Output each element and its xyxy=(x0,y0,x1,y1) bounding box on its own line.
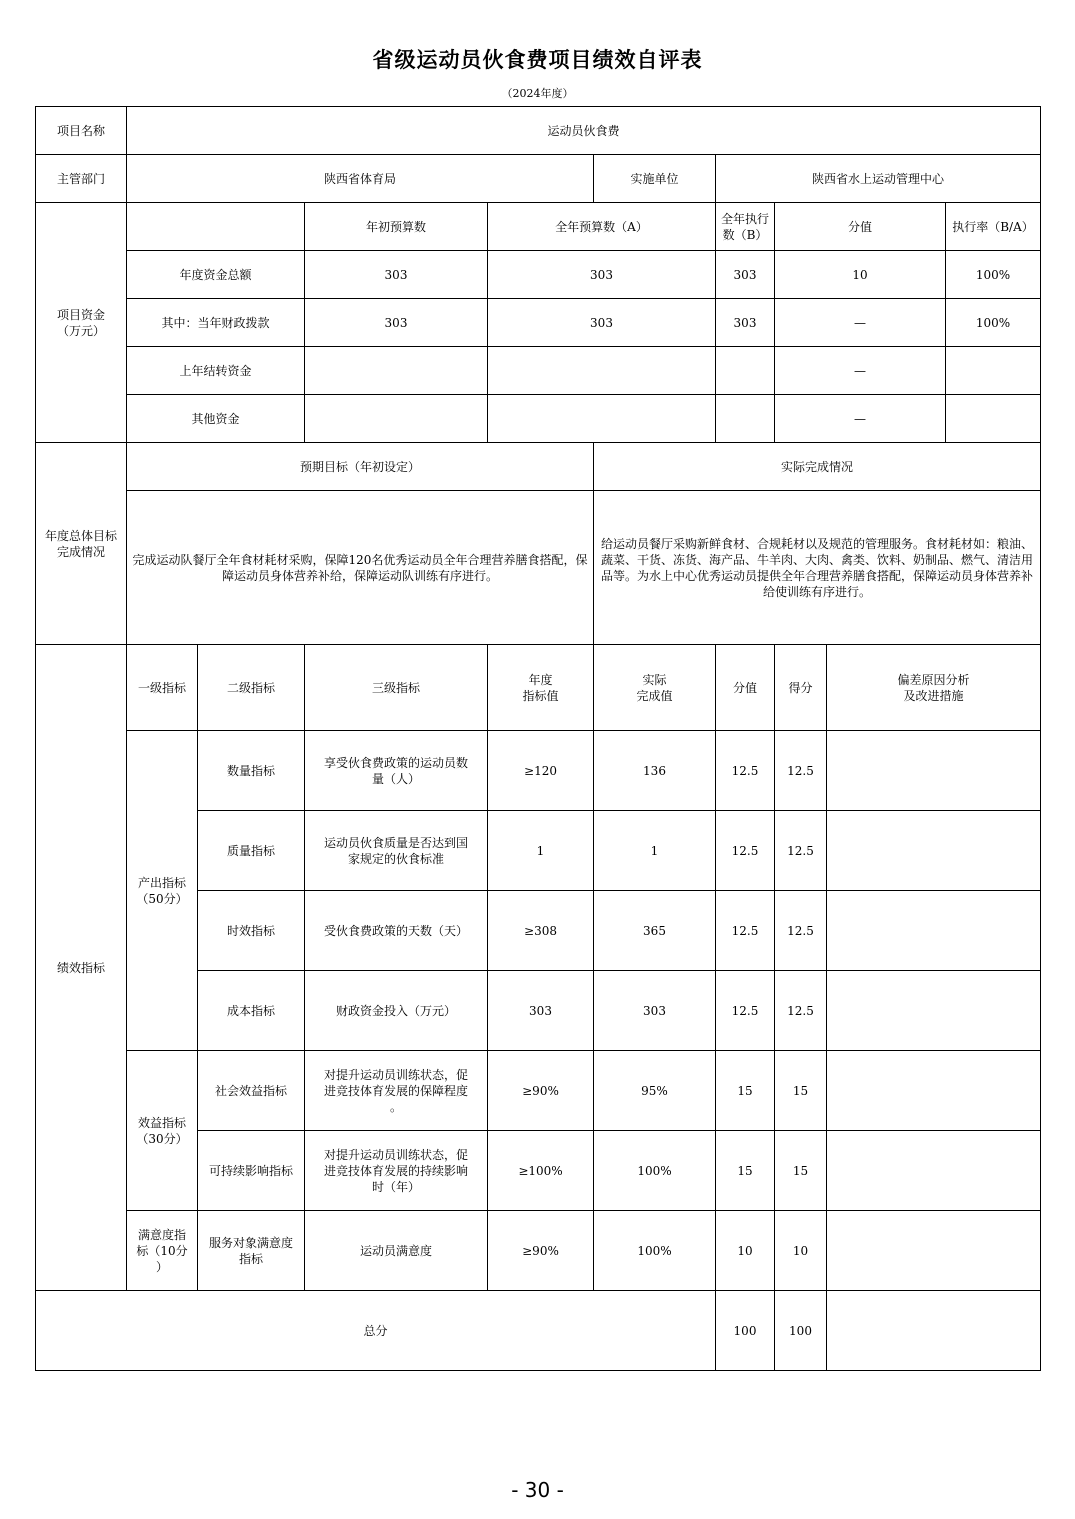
perf-header-reason: 偏差原因分析 及改进措施 xyxy=(827,645,1041,731)
perf-target: ≥120 xyxy=(488,731,594,811)
funds-cell: — xyxy=(775,347,946,395)
perf-level3: 享受伙食费政策的运动员数 量（人） xyxy=(305,731,488,811)
funds-cell: 303 xyxy=(488,299,716,347)
perf-level3: 财政资金投入（万元） xyxy=(305,971,488,1051)
evaluation-table xyxy=(35,106,1041,1371)
funds-header-row xyxy=(36,203,1041,251)
funds-cell: — xyxy=(775,395,946,443)
funds-cell xyxy=(305,347,488,395)
perf-score: 15 xyxy=(775,1131,827,1211)
perf-level2: 社会效益指标 xyxy=(198,1051,305,1131)
perf-target: 1 xyxy=(488,811,594,891)
perf-actual: 303 xyxy=(594,971,716,1051)
funds-row xyxy=(36,347,1041,395)
perf-actual: 95% xyxy=(594,1051,716,1131)
perf-row xyxy=(36,731,1041,811)
year-label: （2024年度） xyxy=(501,87,574,100)
perf-actual: 100% xyxy=(594,1211,716,1291)
funds-cell: 303 xyxy=(488,251,716,299)
page-title: 省级运动员伙食费项目绩效自评表 xyxy=(372,48,703,72)
perf-target: ≥90% xyxy=(488,1211,594,1291)
perf-level3: 受伙食费政策的天数（天） xyxy=(305,891,488,971)
perf-score-value: 12.5 xyxy=(716,731,775,811)
funds-cell: 10 xyxy=(775,251,946,299)
funds-row-name: 其中：当年财政拨款 xyxy=(127,299,305,347)
perf-score-value: 12.5 xyxy=(716,971,775,1051)
perf-header-target: 年度 指标值 xyxy=(488,645,594,731)
funds-row xyxy=(36,299,1041,347)
perf-actual: 100% xyxy=(594,1131,716,1211)
perf-level2: 可持续影响指标 xyxy=(198,1131,305,1211)
perf-group-benefit: 效益指标 （30分） xyxy=(127,1051,198,1211)
perf-reason xyxy=(827,1051,1041,1131)
perf-reason xyxy=(827,811,1041,891)
project-name-label: 项目名称 xyxy=(36,107,127,155)
funds-label: 项目资金 （万元） xyxy=(36,203,127,443)
department-label: 主管部门 xyxy=(36,155,127,203)
perf-score: 15 xyxy=(775,1051,827,1131)
funds-row xyxy=(36,251,1041,299)
funds-row-name: 年度资金总额 xyxy=(127,251,305,299)
funds-header-rate: 执行率（B/A） xyxy=(946,203,1041,251)
perf-reason xyxy=(827,731,1041,811)
perf-reason xyxy=(827,1211,1041,1291)
department-value: 陕西省体育局 xyxy=(127,155,594,203)
perf-group-output: 产出指标 （50分） xyxy=(127,731,198,1051)
perf-score: 12.5 xyxy=(775,891,827,971)
funds-cell: 303 xyxy=(716,299,775,347)
perf-header-score: 得分 xyxy=(775,645,827,731)
total-score: 100 xyxy=(775,1291,827,1371)
perf-row xyxy=(36,1211,1041,1291)
implementer-label: 实施单位 xyxy=(594,155,716,203)
funds-header-blank xyxy=(127,203,305,251)
perf-score-value: 15 xyxy=(716,1131,775,1211)
goal-actual-header: 实际完成情况 xyxy=(594,443,1041,491)
perf-header-level2: 二级指标 xyxy=(198,645,305,731)
goal-content-row xyxy=(36,491,1041,645)
perf-score-value: 15 xyxy=(716,1051,775,1131)
perf-level2: 成本指标 xyxy=(198,971,305,1051)
funds-header-annual: 全年预算数（A） xyxy=(488,203,716,251)
perf-target: ≥100% xyxy=(488,1131,594,1211)
total-row xyxy=(36,1291,1041,1371)
funds-cell xyxy=(305,395,488,443)
perf-header-level3: 三级指标 xyxy=(305,645,488,731)
perf-header-actual: 实际 完成值 xyxy=(594,645,716,731)
page-number: - 30 - xyxy=(511,1478,564,1502)
goal-label: 年度总体目标 完成情况 xyxy=(36,443,127,645)
project-name-row xyxy=(36,107,1041,155)
perf-level3: 对提升运动员训练状态，促 进竞技体育发展的保障程度 。 xyxy=(305,1051,488,1131)
goal-expected-text: 完成运动队餐厅全年食材耗材采购，保障120名优秀运动员全年合理营养膳食搭配，保障运动员身体营养补给，保障运动队训练有序进行。 xyxy=(127,491,594,645)
goal-actual-text: 给运动员餐厅采购新鲜食材、合规耗材以及规范的管理服务。食材耗材如：粮油、蔬菜、干货、冻货、海产品、牛羊肉、大肉、禽类、饮料、奶制品、燃气、清洁用品等。为水上中心优秀运动员提供全年合理营养膳食搭配，保障运动员身体营养补给使训练有序进行。 xyxy=(594,491,1041,645)
funds-cell: 303 xyxy=(305,251,488,299)
funds-cell xyxy=(488,395,716,443)
goal-header-row xyxy=(36,443,1041,491)
funds-cell xyxy=(716,347,775,395)
implementer-value: 陕西省水上运动管理中心 xyxy=(716,155,1041,203)
perf-target: 303 xyxy=(488,971,594,1051)
funds-header-score-value: 分值 xyxy=(775,203,946,251)
funds-cell xyxy=(946,347,1041,395)
perf-level3: 运动员伙食质量是否达到国 家规定的伙食标准 xyxy=(305,811,488,891)
perf-score: 12.5 xyxy=(775,811,827,891)
perf-score-value: 12.5 xyxy=(716,891,775,971)
perf-level2: 质量指标 xyxy=(198,811,305,891)
perf-level3: 对提升运动员训练状态，促 进竞技体育发展的持续影响 时（年） xyxy=(305,1131,488,1211)
perf-group-satisfaction: 满意度指 标（10分 ） xyxy=(127,1211,198,1291)
perf-level2: 数量指标 xyxy=(198,731,305,811)
perf-reason xyxy=(827,891,1041,971)
perf-actual: 365 xyxy=(594,891,716,971)
perf-score: 12.5 xyxy=(775,971,827,1051)
perf-actual: 1 xyxy=(594,811,716,891)
project-name-value: 运动员伙食费 xyxy=(127,107,1041,155)
perf-score-value: 10 xyxy=(716,1211,775,1291)
perf-actual: 136 xyxy=(594,731,716,811)
perf-score: 10 xyxy=(775,1211,827,1291)
funds-cell: 303 xyxy=(716,251,775,299)
perf-reason xyxy=(827,971,1041,1051)
perf-header-level1: 一级指标 xyxy=(127,645,198,731)
perf-row xyxy=(36,1051,1041,1131)
total-reason xyxy=(827,1291,1041,1371)
funds-cell: 100% xyxy=(946,299,1041,347)
funds-cell xyxy=(946,395,1041,443)
funds-cell xyxy=(488,347,716,395)
funds-row xyxy=(36,395,1041,443)
funds-header-initial: 年初预算数 xyxy=(305,203,488,251)
perf-score-value: 12.5 xyxy=(716,811,775,891)
perf-level3: 运动员满意度 xyxy=(305,1211,488,1291)
total-score-value: 100 xyxy=(716,1291,775,1371)
funds-cell: 100% xyxy=(946,251,1041,299)
perf-label: 绩效指标 xyxy=(36,645,127,1291)
funds-cell xyxy=(716,395,775,443)
funds-row-name: 上年结转资金 xyxy=(127,347,305,395)
perf-header-score-value: 分值 xyxy=(716,645,775,731)
goal-expected-header: 预期目标（年初设定） xyxy=(127,443,594,491)
perf-reason xyxy=(827,1131,1041,1211)
funds-header-executed: 全年执行数（B） xyxy=(716,203,775,251)
department-row xyxy=(36,155,1041,203)
perf-score: 12.5 xyxy=(775,731,827,811)
funds-cell: 303 xyxy=(305,299,488,347)
perf-level2: 服务对象满意度 指标 xyxy=(198,1211,305,1291)
perf-level2: 时效指标 xyxy=(198,891,305,971)
perf-target: ≥308 xyxy=(488,891,594,971)
perf-target: ≥90% xyxy=(488,1051,594,1131)
total-label: 总分 xyxy=(36,1291,716,1371)
perf-header-row xyxy=(36,645,1041,731)
funds-cell: — xyxy=(775,299,946,347)
funds-row-name: 其他资金 xyxy=(127,395,305,443)
